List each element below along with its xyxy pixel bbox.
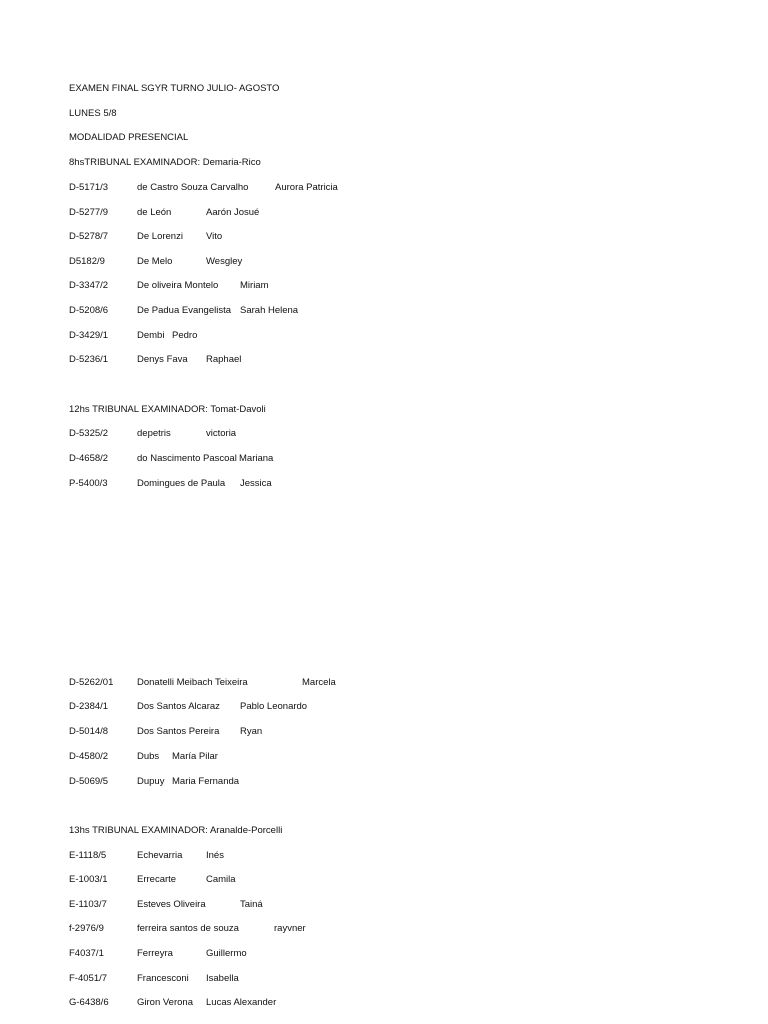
student-name: Aarón Josué <box>206 207 260 218</box>
student-name: Ryan <box>240 726 263 737</box>
tribunal-heading: 12hs TRIBUNAL EXAMINADOR: Tomat-Davoli <box>69 404 266 415</box>
student-surname: Echevarria <box>137 850 183 861</box>
student-id: D-3429/1 <box>69 330 109 341</box>
student-surname: Dubs <box>137 751 160 762</box>
student-name: Aurora Patricia <box>275 182 338 193</box>
student-surname: Dupuy <box>137 776 165 787</box>
student-id: F4037/1 <box>69 948 104 959</box>
student-name: Isabella <box>206 973 239 984</box>
student-name: Vito <box>206 231 223 242</box>
student-id: D-4580/2 <box>69 751 109 762</box>
student-id: D-5262/01 <box>69 677 114 688</box>
student-name: Lucas Alexander <box>206 997 277 1008</box>
student-surname: ferreira santos de souza <box>137 923 239 934</box>
student-name: Tainá <box>240 899 263 910</box>
student-surname: de León <box>137 207 172 218</box>
student-surname: do Nascimento Pascoal <box>137 453 237 464</box>
student-surname: Donatelli Meibach Teixeira <box>137 677 248 688</box>
student-id: D-5325/2 <box>69 428 109 439</box>
student-id: D-5208/6 <box>69 305 109 316</box>
student-name: Mariana <box>239 453 274 464</box>
student-surname: Errecarte <box>137 874 177 885</box>
student-id: D-5069/5 <box>69 776 109 787</box>
student-surname: Domingues de Paula <box>137 478 226 489</box>
student-surname: De oliveira Montelo <box>137 280 219 291</box>
student-name: victoria <box>206 428 237 439</box>
exam-day: LUNES 5/8 <box>69 108 117 119</box>
student-id: D-5236/1 <box>69 354 109 365</box>
student-surname: Dos Santos Alcaraz <box>137 701 220 712</box>
tribunal-heading: 8hsTRIBUNAL EXAMINADOR: Demaria-Rico <box>69 157 261 168</box>
student-name: Camila <box>206 874 236 885</box>
student-id: D-5277/9 <box>69 207 109 218</box>
student-name: Sarah Helena <box>240 305 299 316</box>
student-name: Inés <box>206 850 224 861</box>
exam-modality: MODALIDAD PRESENCIAL <box>69 132 189 143</box>
student-surname: Denys Fava <box>137 354 188 365</box>
student-id: D-4658/2 <box>69 453 109 464</box>
student-id: P-5400/3 <box>69 478 108 489</box>
student-name: María Pilar <box>172 751 218 762</box>
student-surname: Ferreyra <box>137 948 173 959</box>
student-id: D-3347/2 <box>69 280 109 291</box>
tribunal-heading: 13hs TRIBUNAL EXAMINADOR: Aranalde-Porcelli <box>69 825 283 836</box>
student-id: F-4051/7 <box>69 973 108 984</box>
student-id: E-1103/7 <box>69 899 107 910</box>
student-name: Pablo Leonardo <box>240 701 308 712</box>
student-surname: Giron Verona <box>137 997 193 1008</box>
student-id: G-6438/6 <box>69 997 109 1008</box>
student-id: E-1003/1 <box>69 874 108 885</box>
student-surname: Dos Santos Pereira <box>137 726 220 737</box>
exam-title: EXAMEN FINAL SGYR TURNO JULIO- AGOSTO <box>69 83 280 94</box>
student-surname: De Melo <box>137 256 173 267</box>
student-name: Maria Fernanda <box>172 776 240 787</box>
student-name: Raphael <box>206 354 242 365</box>
student-name: rayvner <box>274 923 306 934</box>
student-name: Marcela <box>302 677 336 688</box>
student-surname: Esteves Oliveira <box>137 899 206 910</box>
student-surname: Francesconi <box>137 973 189 984</box>
student-surname: Dembi <box>137 330 165 341</box>
student-id: E-1118/5 <box>69 850 107 861</box>
student-id: D-5014/8 <box>69 726 109 737</box>
student-name: Guillermo <box>206 948 247 959</box>
student-name: Jessica <box>240 478 272 489</box>
student-surname: de Castro Souza Carvalho <box>137 182 249 193</box>
student-id: D-5278/7 <box>69 231 109 242</box>
student-name: Wesgley <box>206 256 243 267</box>
student-surname: De Padua Evangelista <box>137 305 232 316</box>
student-id: D-5171/3 <box>69 182 109 193</box>
student-surname: De Lorenzi <box>137 231 183 242</box>
student-id: D-2384/1 <box>69 701 109 712</box>
student-surname: depetris <box>137 428 171 439</box>
student-id: D5182/9 <box>69 256 105 267</box>
student-id: f-2976/9 <box>69 923 104 934</box>
student-name: Pedro <box>172 330 198 341</box>
student-name: Miriam <box>240 280 269 291</box>
